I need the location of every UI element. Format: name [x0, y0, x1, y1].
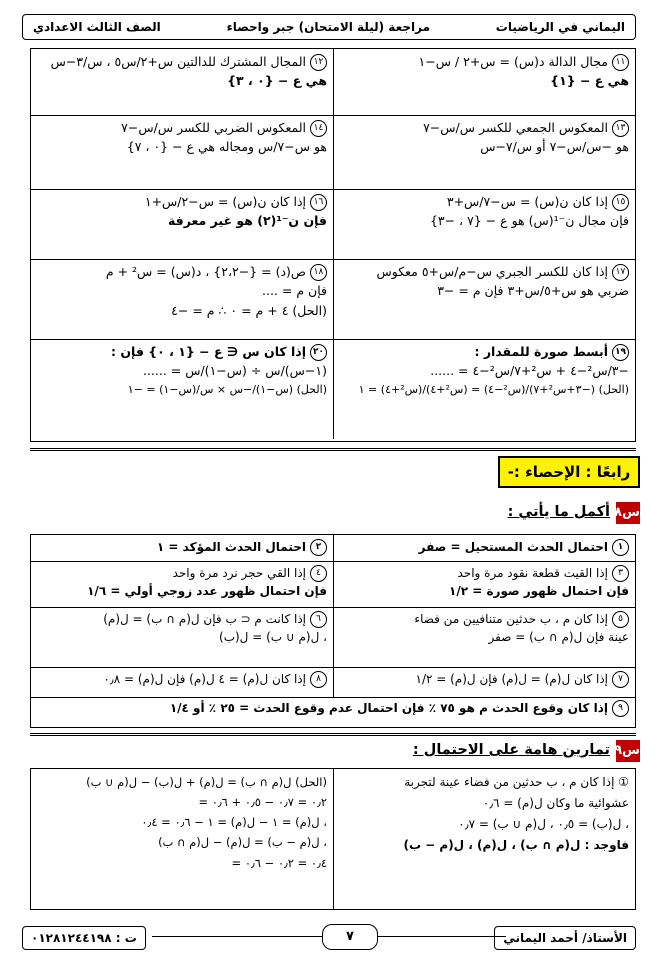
item-16: ١٦إذا كان ن(س) = س−٢/س+١ فإن ن⁻¹(٢) هو غير معرفة — [144, 194, 327, 229]
q8-grid — [30, 534, 636, 728]
item-12: ١٢المجال المشترك للدالتين س+٢/س٥ ، س/٣−س هي ع − {٠ ، ٣} — [50, 54, 327, 89]
item-11: ١١مجال الدالة د(س) = س+٢ / س−١ هي ع − {١} — [333, 49, 635, 115]
q8-title: أكمل ما يأتي : — [507, 504, 610, 520]
q8-item-9: ٩إذا كان وقوع الحدث م هو ٧٥ ٪ فإن احتمال عدم وقوع الحدث = ٢٥ ٪ أو ١/٤ — [31, 697, 635, 731]
q9-grid — [30, 768, 636, 910]
section-divider — [30, 733, 636, 736]
header-series: اليماني في الرياضيات — [495, 20, 625, 34]
q8-item-5: ٥إذا كان م ، ب حدثين متنافيين من فضاء عينة فإن ل(م ∩ ب) = صفر — [333, 607, 635, 667]
item-14: ١٤المعكوس الضربي للكسر س/س−٧ هو س−٧/س ومجاله هي ع − {٠ ، ٧} — [121, 120, 327, 155]
algebra-row — [31, 115, 635, 190]
page-header — [22, 14, 636, 40]
q9-solution: (الحل) ل(م ∩ ب) = ل(م) + ل(ب) − ل(م ∪ ب) ٠٫٢ = ٠٫٧ − ٠٫٥ + ٠٫٦ = ، ل(م) = ١ − ل(م) = ١ − ٠٫٦ = ٠٫٤ ، ل(م − ب) = ل(م) − ل(م ∩ ب) ٠٫٤ = ٠٫٢ − ٠٫٦ = — [86, 775, 327, 870]
q8-row — [31, 535, 635, 562]
page-number: ٧ — [322, 924, 378, 950]
algebra-row — [31, 189, 635, 260]
q9-problem: ① إذا كان م ، ب حدثين من فضاء عينة لتجربة عشوائية ما وكان ل(م) = ٠٫٦ ، ل(ب) = ٠٫٥ ، ل(م ∪ ب) = ٠٫٧ فاوجد : ل(م ∩ ب) ، ل(م) ، ل(م − ب) — [333, 769, 635, 909]
q8-item-6: ٦إذا كانت م ⊂ ب فإن ل(م ∩ ب) = ل(م) ، ل(م ∪ ب) = ل(ب) — [103, 612, 327, 644]
phone-number: ت : ٠١٢٨١٢٤٤١٩٨ — [22, 926, 146, 950]
q8-item-8: ٨إذا كان ل(م) = ٤ ل(م) فإن ل(م) = ٠٫٨ — [31, 667, 333, 697]
algebra-grid — [30, 48, 636, 442]
q9-badge: س٩ — [616, 740, 640, 762]
algebra-row — [31, 339, 635, 439]
algebra-row — [31, 49, 635, 116]
item-19: ١٩أبسط صورة للمقدار : −٣/س²−٤ + س²+٧/س²−٤ = ...... (الحل) (−٣+س²+٧)/(س²−٤) = (س²+٤)/(س²+٤) = ١ — [333, 339, 635, 439]
item-20: ٢٠إذا كان س ∈ ع − {١ ، ٠} فإن : (١−س)/س ÷ (س−١)/س = ...... (الحل) (س−١)/−س × س/(س−١) = −١ — [111, 344, 327, 396]
q8-badge: س٨ — [616, 502, 640, 524]
page-footer — [22, 922, 636, 952]
header-title: مراجعة (ليلة الامتحان) جبر واحصاء — [226, 20, 430, 34]
q8-item-7: ٧إذا كان ل(م) = ل(م) فإن ل(م) = ١/٢ — [333, 667, 635, 697]
q8-row — [31, 607, 635, 668]
item-13: ١٣المعكوس الجمعي للكسر س/س−٧ هو −س/س−٧ أو س/٧−س — [333, 115, 635, 189]
item-18: ١٨ص(د) = {−٢،٢} ، د(س) = س² + م فإن م = .... (الحل) ٤ + م = ٠ ∴ م = −٤ — [105, 264, 327, 318]
section-divider — [30, 448, 636, 451]
q8-item-2: ٢احتمال الحدث المؤكد = ١ — [31, 535, 333, 561]
q8-item-1: ١احتمال الحدث المستحيل = صفر — [333, 535, 635, 561]
q8-row — [31, 561, 635, 608]
header-grade: الصف الثالث الاعدادي — [33, 20, 161, 34]
q8-row — [31, 667, 635, 698]
teacher-name: الأستاذ/ أحمد اليماني — [494, 926, 636, 950]
item-15: ١٥إذا كان ن(س) = س−٧/س+٣ فإن مجال ن⁻¹(س) هو ع − {٧ ، −٣} — [333, 189, 635, 259]
statistics-section-title: رابعًا : الإحصاء :- — [498, 456, 640, 488]
item-17: ١٧إذا كان للكسر الجبري س−م/س+٥ معكوس ضربي هو س+٥/س+٣ فإن م = −٣ — [333, 259, 635, 339]
algebra-row — [31, 259, 635, 340]
q9-title: تمارين هامة على الاحتمال : — [412, 742, 610, 758]
q8-item-4: ٤إذا القي حجر نرد مرة واحد فإن احتمال ظهور عدد زوجي أولي = ١/٦ — [87, 566, 327, 598]
q8-item-3: ٣إذا القيت قطعة نقود مرة واحد فإن احتمال ظهور صورة = ١/٢ — [333, 561, 635, 607]
